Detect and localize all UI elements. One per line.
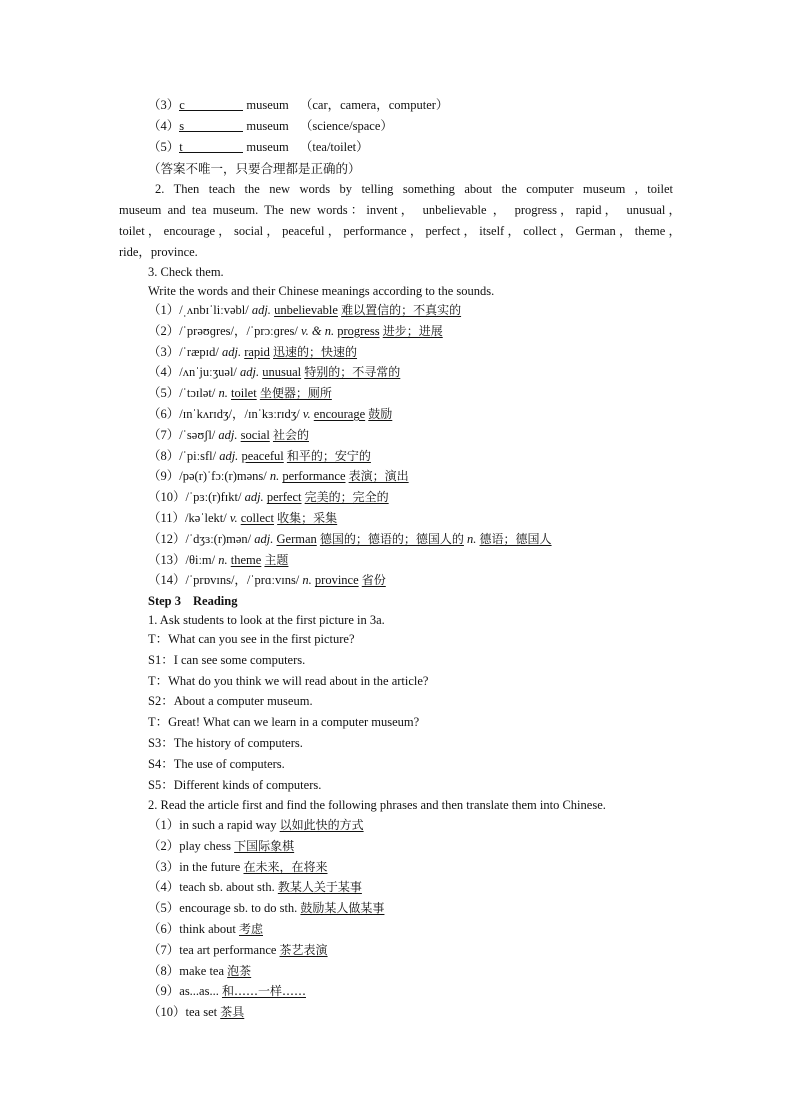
chinese-meaning: 特别的；不寻常的 — [304, 365, 401, 380]
vocab-word: encourage — [313, 407, 366, 421]
part-of-speech: adj. — [218, 427, 238, 442]
phrase-item — [148, 838, 294, 855]
phonetic: /ˈdʒɜː(r)mən/ — [185, 531, 252, 546]
item-number: （5） — [148, 386, 180, 401]
dialogue-line: S4：The use of computers. — [148, 756, 285, 771]
step-label: Step 3 — [148, 594, 181, 608]
item-number: （9） — [148, 469, 180, 484]
phonetic: /ˈprəʊɡres/，/ˈprɔːɡres/ — [179, 323, 298, 338]
fill-hint: （tea/toilet） — [299, 140, 369, 154]
part-of-speech: adj. — [221, 344, 242, 359]
phonetic: /ʌnˈjuːʒuəl/ — [179, 365, 237, 380]
phonetic: /ɪnˈkʌrɪdʒ/，/ɪnˈkɜːrɪdʒ/ — [179, 407, 300, 421]
paragraph-line: museum and tea museum. The new words：invent， unbelievable ， progress，rapid， unusual， — [119, 203, 681, 217]
phrase-item — [148, 1004, 244, 1021]
vocab-word: unusual — [262, 365, 302, 380]
dialogue-line: S2：About a computer museum. — [148, 694, 313, 709]
vocab-word: collect — [240, 511, 275, 525]
dialogue-line: S5：Different kinds of computers. — [148, 777, 322, 792]
part-of-speech: adj. — [219, 448, 239, 463]
fill-word: museum — [246, 119, 289, 133]
item-number: （8） — [148, 448, 180, 463]
phrase-item — [148, 942, 328, 959]
chinese-meaning: 社会的 — [272, 427, 309, 442]
blank-letter: s — [179, 119, 185, 133]
phrase-english: encourage sb. to do sth. — [179, 901, 298, 916]
vocab-word: province — [314, 573, 359, 588]
phrase-chinese: 茶艺表演 — [279, 942, 328, 957]
fill-in-item — [148, 139, 369, 156]
chinese-meaning: 迅速的；快速的 — [273, 344, 358, 359]
phonetic: /ˈsəʊʃl/ — [179, 427, 216, 442]
chinese-meaning: 难以置信的；不真实的 — [341, 303, 462, 317]
phrase-item — [148, 879, 362, 896]
reading-task-2: 2. Read the article first and find the following phrases and then translate them into Chinese. — [148, 798, 606, 812]
vocab-word: toilet — [231, 386, 257, 401]
phonetic: /ˈræpɪd/ — [179, 344, 219, 359]
vocab-item — [148, 489, 389, 506]
item-number: （10） — [148, 1005, 186, 1020]
chinese-meaning: 省份 — [361, 573, 386, 588]
fill-word: museum — [246, 98, 289, 112]
chinese-meaning: 完美的；完全的 — [304, 490, 389, 505]
phrase-english: as...as... — [179, 984, 219, 999]
phrase-english: teach sb. about sth. — [179, 880, 275, 895]
item-number: （4） — [148, 880, 180, 895]
phrase-chinese: 考虑 — [238, 922, 263, 936]
item-number: （5） — [148, 140, 180, 154]
step-title: Reading — [193, 594, 238, 608]
vocab-item — [148, 406, 392, 423]
vocab-word: performance — [282, 469, 346, 484]
vocab-item — [148, 552, 288, 569]
part-of-speech: adj. — [240, 365, 260, 380]
fill-in-item — [148, 97, 448, 114]
vocab-item — [148, 510, 337, 527]
part-of-speech: n. — [218, 386, 228, 401]
step3-heading — [148, 593, 237, 610]
phrase-chinese: 茶具 — [220, 1005, 245, 1020]
vocab-word: social — [240, 427, 270, 442]
chinese-meaning: 进步；进展 — [382, 323, 443, 338]
chinese-meaning: 鼓励 — [368, 407, 393, 421]
phonetic: /ˈtɔɪlət/ — [179, 386, 216, 401]
reading-task-1: 1. Ask students to look at the first picture in 3a. — [148, 613, 385, 627]
vocab-item — [148, 427, 309, 444]
vocab-item — [148, 344, 357, 361]
phrase-chinese: 泡茶 — [227, 963, 252, 978]
answer-blank — [179, 139, 243, 153]
fill-hint: （science/space） — [299, 119, 393, 133]
item-number: （9） — [148, 984, 180, 999]
phrase-chinese: 以如此快的方式 — [279, 818, 364, 832]
phrase-chinese: 在未来，在将来 — [243, 859, 328, 874]
dialogue-line: S3：The history of computers. — [148, 736, 303, 750]
part-of-speech: adj. — [254, 531, 274, 546]
dialogue-line: S1：I can see some computers. — [148, 652, 306, 667]
vocab-word: progress — [337, 323, 380, 338]
item-number: （6） — [148, 407, 180, 421]
vocab-item — [148, 572, 386, 589]
dialogue-line: T：Great! What can we learn in a computer museum? — [148, 715, 420, 730]
phonetic: /ˈpiːsfl/ — [179, 448, 217, 463]
item-number: （3） — [148, 859, 180, 874]
part-of-speech: adj. — [251, 303, 271, 317]
phrase-item — [148, 983, 306, 1000]
vocab-word: German — [276, 531, 317, 546]
phrase-chinese: 鼓励某人做某事 — [300, 901, 385, 916]
chinese-meaning: 收集；采集 — [277, 511, 338, 525]
item-number: （7） — [148, 942, 180, 957]
paragraph-line: toilet，encourage，social，peaceful，performance，perfect，itself，collect，German，theme， — [119, 224, 681, 238]
fill-hint: （car，camera，computer） — [299, 98, 449, 112]
phrase-english: tea art performance — [179, 942, 277, 957]
phrase-item — [148, 817, 364, 834]
item-number: （7） — [148, 427, 180, 442]
chinese-meaning: 表演；演出 — [348, 469, 409, 484]
chinese-meaning: 和平的；安宁的 — [286, 448, 371, 463]
blank-letter: c — [179, 98, 185, 112]
item-number: （2） — [148, 838, 180, 853]
phonetic: /θiːm/ — [185, 552, 216, 567]
item-number: （13） — [148, 552, 186, 567]
item-number: （8） — [148, 963, 180, 978]
chinese-meaning: 主题 — [264, 552, 289, 567]
fill-word: museum — [246, 140, 289, 154]
phrase-item — [148, 900, 384, 917]
paragraph-line: ride，province. — [119, 245, 198, 259]
phonetic: /ˌʌnbɪˈliːvəbl/ — [179, 303, 249, 317]
phonetic: /pə(r)ˈfɔː(r)məns/ — [179, 469, 267, 484]
phrase-english: make tea — [179, 963, 225, 978]
answer-blank — [179, 97, 243, 111]
vocab-item — [148, 385, 332, 402]
chinese-meaning: 德语；德国人 — [479, 531, 552, 546]
phrase-english: play chess — [179, 838, 231, 853]
chinese-meaning: 德国的；德语的；德国人的 — [319, 531, 464, 546]
item-number: （10） — [148, 490, 186, 505]
vocab-item — [148, 448, 371, 465]
item-number: （4） — [148, 119, 180, 133]
part-of-speech: v. & n. — [301, 323, 335, 338]
vocab-word: unbelievable — [274, 303, 338, 317]
item-number: （6） — [148, 922, 180, 936]
item-number: （1） — [148, 303, 180, 317]
vocab-word: peaceful — [241, 448, 284, 463]
vocab-item — [148, 323, 443, 340]
vocab-item — [148, 302, 461, 319]
item-number: （3） — [148, 344, 180, 359]
part-of-speech: v. — [229, 511, 238, 525]
vocab-item — [148, 364, 400, 381]
part-of-speech: n. — [302, 573, 312, 588]
part-of-speech: v. — [302, 407, 311, 421]
item-number: （12） — [148, 531, 186, 546]
vocab-word: rapid — [244, 344, 270, 359]
dialogue-line: T：What can you see in the first picture? — [148, 632, 355, 646]
phrase-english: think about — [179, 922, 236, 936]
phonetic: /kəˈlekt/ — [185, 511, 227, 525]
phrase-chinese: 和……一样…… — [221, 984, 306, 999]
item-number: （3） — [148, 98, 180, 112]
phrase-english: in such a rapid way — [179, 818, 277, 832]
answer-note: （答案不唯一，只要合理都是正确的） — [148, 161, 361, 176]
answer-blank — [179, 118, 243, 132]
part-of-speech: adj. — [244, 490, 264, 505]
dialogue-line: T：What do you think we will read about in the article? — [148, 673, 429, 688]
part-of-speech: n. — [467, 531, 477, 546]
fill-in-item — [148, 118, 393, 135]
item-number: （14） — [148, 573, 186, 588]
phrase-english: tea set — [185, 1005, 218, 1020]
vocab-word: theme — [230, 552, 262, 567]
vocab-word: perfect — [266, 490, 302, 505]
chinese-meaning: 坐便器；厕所 — [259, 386, 332, 401]
phonetic: /ˈpɜː(r)fɪkt/ — [185, 490, 242, 505]
check-instruction: Write the words and their Chinese meanings according to the sounds. — [148, 284, 495, 298]
blank-letter: t — [179, 140, 183, 154]
check-title: 3. Check them. — [148, 265, 224, 279]
paragraph-line: 2. Then teach the new words by telling something about the computer museum , toilet — [155, 182, 673, 196]
item-number: （2） — [148, 323, 180, 338]
phrase-item — [148, 963, 251, 980]
phrase-chinese: 教某人关于某事 — [277, 880, 362, 895]
phrase-item — [148, 859, 328, 876]
phrase-english: in the future — [179, 859, 241, 874]
item-number: （11） — [148, 511, 186, 525]
vocab-item — [148, 468, 409, 485]
phrase-item — [148, 921, 263, 938]
item-number: （1） — [148, 818, 180, 832]
phrase-chinese: 下国际象棋 — [234, 838, 295, 853]
item-number: （5） — [148, 901, 180, 916]
part-of-speech: n. — [218, 552, 228, 567]
phonetic: /ˈprɒvɪns/，/ˈprɑːvɪns/ — [185, 573, 300, 588]
item-number: （4） — [148, 365, 180, 380]
vocab-item — [148, 531, 552, 548]
part-of-speech: n. — [269, 469, 280, 484]
